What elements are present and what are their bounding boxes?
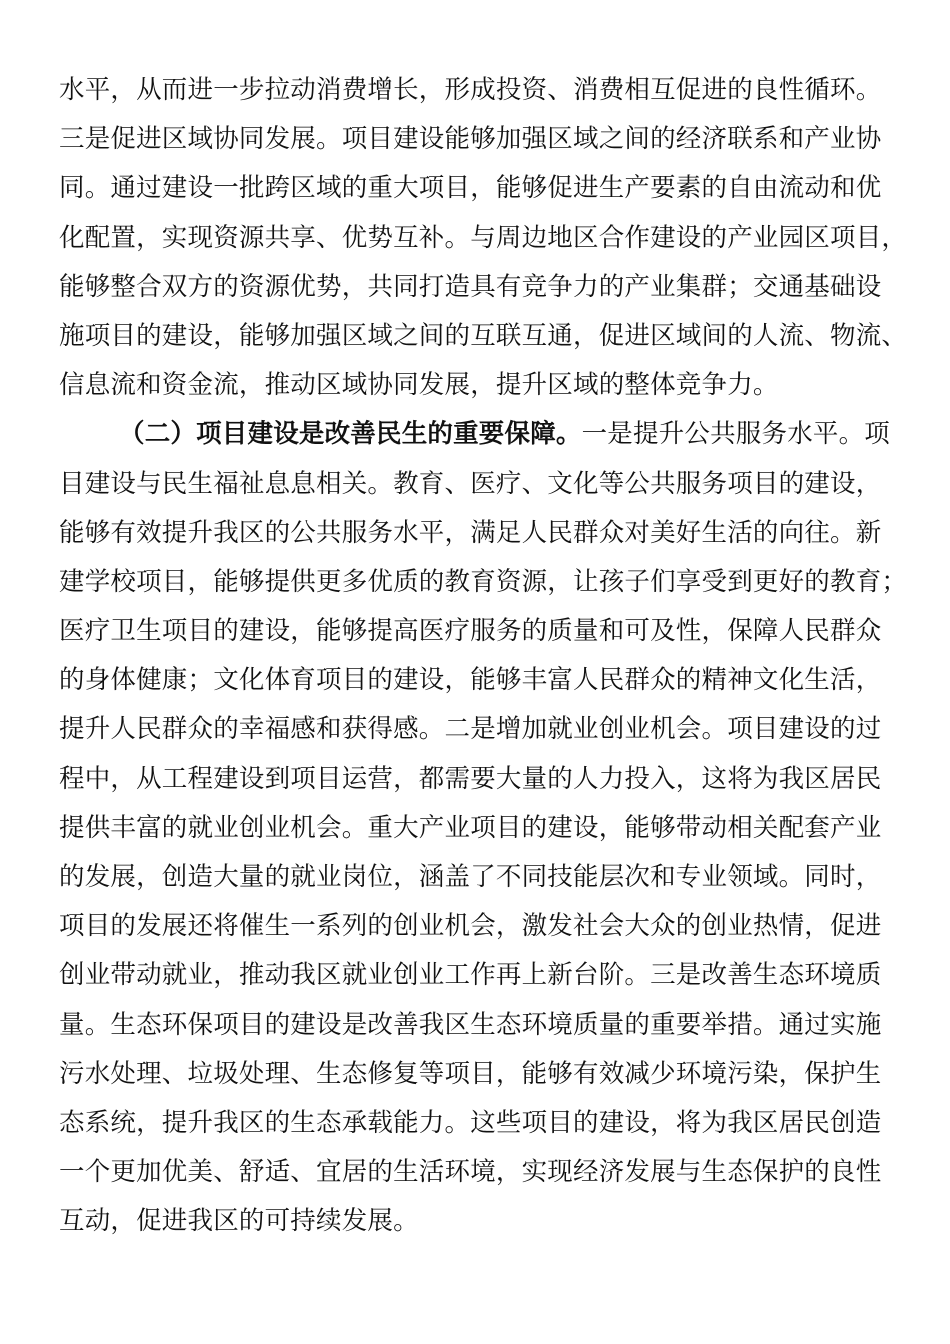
text-line: 三是促进区域协同发展。项目建设能够加强区域之间的经济联系和产业协: [59, 124, 882, 155]
text-line: 同。通过建设一批跨区域的重大项目，能够促进生产要素的自由流动和优: [59, 173, 882, 204]
text-line: 创业带动就业，推动我区就业创业工作再上新台阶。三是改善生态环境质: [59, 960, 882, 991]
section-heading-line: [59, 410, 891, 459]
text-line: 信息流和资金流，推动区域协同发展，提升区域的整体竞争力。: [59, 370, 779, 401]
text-line: 项目的发展还将催生一系列的创业机会，激发社会大众的创业热情，促进: [59, 911, 882, 942]
text-line: 水平，从而进一步拉动消费增长，形成投资、消费相互促进的良性循环。: [59, 75, 882, 105]
text-line: 的发展，创造大量的就业岗位，涵盖了不同技能层次和专业领域。同时，: [59, 862, 882, 892]
text-line: 建学校项目，能够提供更多优质的教育资源，让孩子们享受到更好的教育；: [59, 566, 908, 597]
section-heading: （二）项目建设是改善民生的重要保障。: [119, 419, 582, 450]
body-text: [59, 66, 908, 1247]
text-line: 提供丰富的就业创业机会。重大产业项目的建设，能够带动相关配套产业: [59, 812, 882, 843]
text-line: 态系统，提升我区的生态承载能力。这些项目的建设，将为我区居民创造: [59, 1107, 882, 1138]
text-line: 的身体健康；文化体育项目的建设，能够丰富人民群众的精神文化生活，: [59, 665, 882, 696]
text-line: 能够有效提升我区的公共服务水平，满足人民群众对美好生活的向往。新: [59, 517, 882, 548]
text-line: 能够整合双方的资源优势，共同打造具有竞争力的产业集群；交通基础设: [59, 271, 882, 302]
text-line: 医疗卫生项目的建设，能够提高医疗服务的质量和可及性，保障人民群众: [59, 616, 882, 647]
text-line: 互动，促进我区的可持续发展。: [59, 1206, 419, 1237]
text-line: 施项目的建设，能够加强区域之间的互联互通，促进区域间的人流、物流、: [59, 320, 908, 351]
text-line: 程中，从工程建设到项目运营，都需要大量的人力投入，这将为我区居民: [59, 763, 882, 794]
text-line: 提升人民群众的幸福感和获得感。二是增加就业创业机会。项目建设的过: [59, 714, 882, 745]
text-line: 化配置，实现资源共享、优势互补。与周边地区合作建设的产业园区项目，: [59, 222, 908, 253]
section-heading-tail: 一是提升公共服务水平。项: [581, 419, 891, 450]
text-line: 量。生态环保项目的建设是改善我区生态环境质量的重要举措。通过实施: [59, 1009, 882, 1040]
text-line: 污水处理、垃圾处理、生态修复等项目，能够有效减少环境污染，保护生: [59, 1058, 882, 1089]
text-line: 目建设与民生福祉息息相关。教育、医疗、文化等公共服务项目的建设，: [59, 468, 882, 499]
text-line: 一个更加优美、舒适、宜居的生活环境，实现经济发展与生态保护的良性: [59, 1157, 882, 1188]
